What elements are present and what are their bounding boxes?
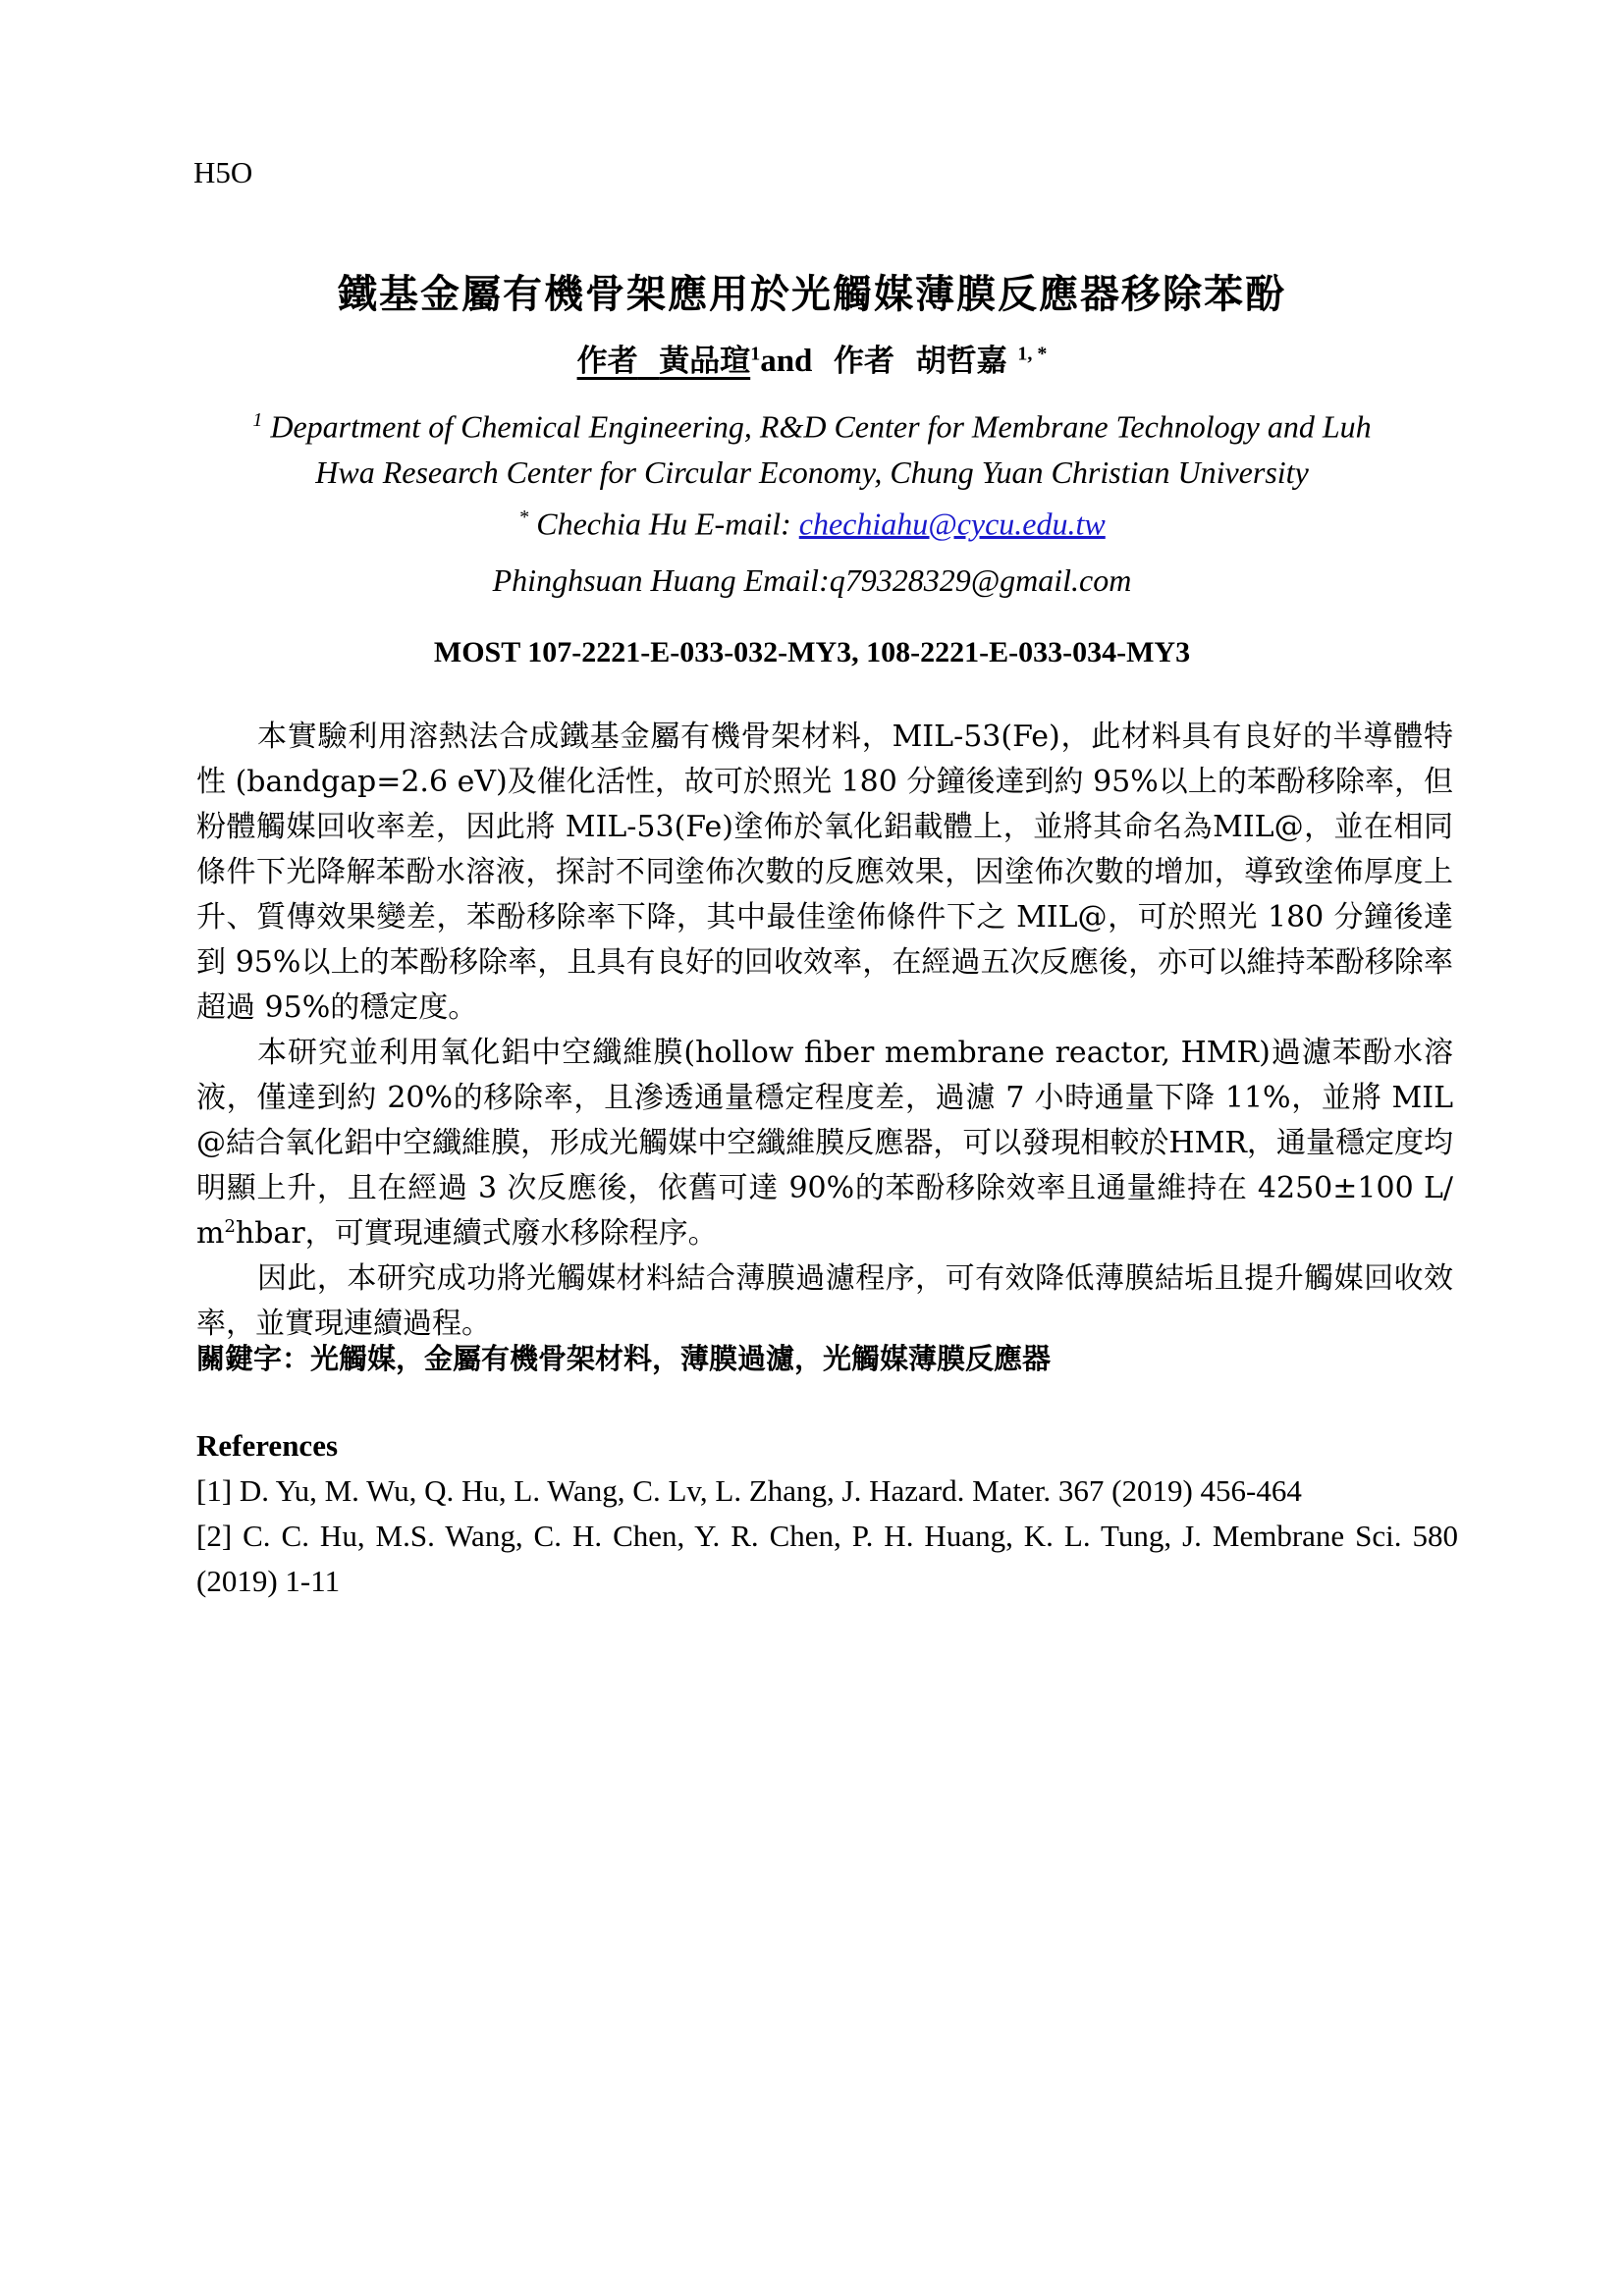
author-1-role: 作者 xyxy=(576,344,638,379)
paper-code: H5O xyxy=(193,155,253,189)
affiliation-line-2: Hwa Research Center for Circular Economy, Chung Yuan Christian University xyxy=(315,454,1309,490)
author-2-role: 作者 xyxy=(834,344,894,379)
author-1-name: 黃品瑄 xyxy=(659,344,751,379)
affiliation-mark: 1 xyxy=(252,409,263,431)
reference-item: [1] D. Yu, M. Wu, Q. Hu, L. Wang, C. Lv, L. Zhang, J. Hazard. Mater. 367 (2019) 456-464 xyxy=(196,1473,1302,1508)
abstract-paragraph-2: 本研究並利用氧化鋁中空纖維膜(hollow fiber membrane reactor, HMR)過濾苯酚水溶液，僅達到約 20%的移除率，且滲透通量穩定程度差，過濾 7 小時通量下降 11%，並將 MIL@結合氧化鋁中空纖維膜，形成光觸媒中空纖維膜反應器，可以發現相較於HMR，通量穩定度均明顯上升，且在經過 3 次反應後，依舊可達 90%的苯酚移除效率且通量維持在 4250±100 $L/m^2hbar$，可實現連續式廢水移除程序。 xyxy=(196,1036,1453,1251)
author-1 xyxy=(577,344,751,379)
author-line xyxy=(0,336,1624,380)
corresponding-mark: * xyxy=(518,506,529,528)
abstract xyxy=(196,715,1453,1347)
paper-title: 鐵基金屬有機骨架應用於光觸媒薄膜反應器移除苯酚 xyxy=(338,271,1286,317)
grant-numbers: MOST 107-2221-E-033-032-MY3, 108-2221-E-033-034-MY3 xyxy=(433,636,1191,668)
affiliation-line-1: $^1$ Department of Chemical Engineering, R&D Center for Membrane Technology and Luh xyxy=(252,408,1372,445)
references-heading: References xyxy=(196,1428,339,1463)
corresponding-contact xyxy=(0,495,1624,547)
author-2-name: 胡哲嘉 xyxy=(915,344,1007,379)
author-and: and xyxy=(760,344,813,379)
author-1-affil-mark: 1 xyxy=(750,343,761,365)
keywords: 關鍵字：光觸媒，金屬有機骨架材料，薄膜過濾，光觸媒薄膜反應器 xyxy=(196,1342,1052,1375)
references-list xyxy=(196,1468,1458,1604)
affiliation-block xyxy=(0,398,1624,546)
author-2-affil-mark: 1, * xyxy=(1017,343,1048,365)
abstract-paragraph-3: 因此，本研究成功將光觸媒材料結合薄膜過濾程序，可有效降低薄膜結垢且提升觸媒回收效率，並實現連續過程。 xyxy=(196,1261,1453,1341)
contact-email-link[interactable]: chechiahu@cycu.edu.tw xyxy=(798,506,1106,542)
abstract-paragraph-1: 本實驗利用溶熱法合成鐵基金屬有機骨架材料，MIL-53(Fe)，此材料具有良好的半導體特性 (bandgap=2.6 eV)及催化活性，故可於照光 180 分鐘後達到約 95%以上的苯酚移除率，但粉體觸媒回收率差，因此將 MIL-53(Fe)塗佈於氧化鋁載體上，並將其命名為MIL@，並在相同條件下光降解苯酚水溶液，探討不同塗佈次數的反應效果，因塗佈次數的增加，導致塗佈厚度上升、質傳效果變差，苯酚移除率下降，其中最佳塗佈條件下之 MIL@，可於照光 180 分鐘後達到 95%以上的苯酚移除率，且具有良好的回收效率，在經過五次反應後，亦可以維持苯酚移除率超過 95%的穩定度。 xyxy=(196,720,1453,1025)
second-author-email: Phinghsuan Huang Email:q79328329@gmail.com xyxy=(492,562,1132,598)
reference-item: [2] C. C. Hu, M.S. Wang, C. H. Chen, Y. R. Chen, P. H. Huang, K. L. Tung, J. Membrane Sci. 580 (2019) 1-11 xyxy=(196,1519,1458,1598)
contact-prefix: Chechia Hu E-mail: xyxy=(536,506,791,542)
